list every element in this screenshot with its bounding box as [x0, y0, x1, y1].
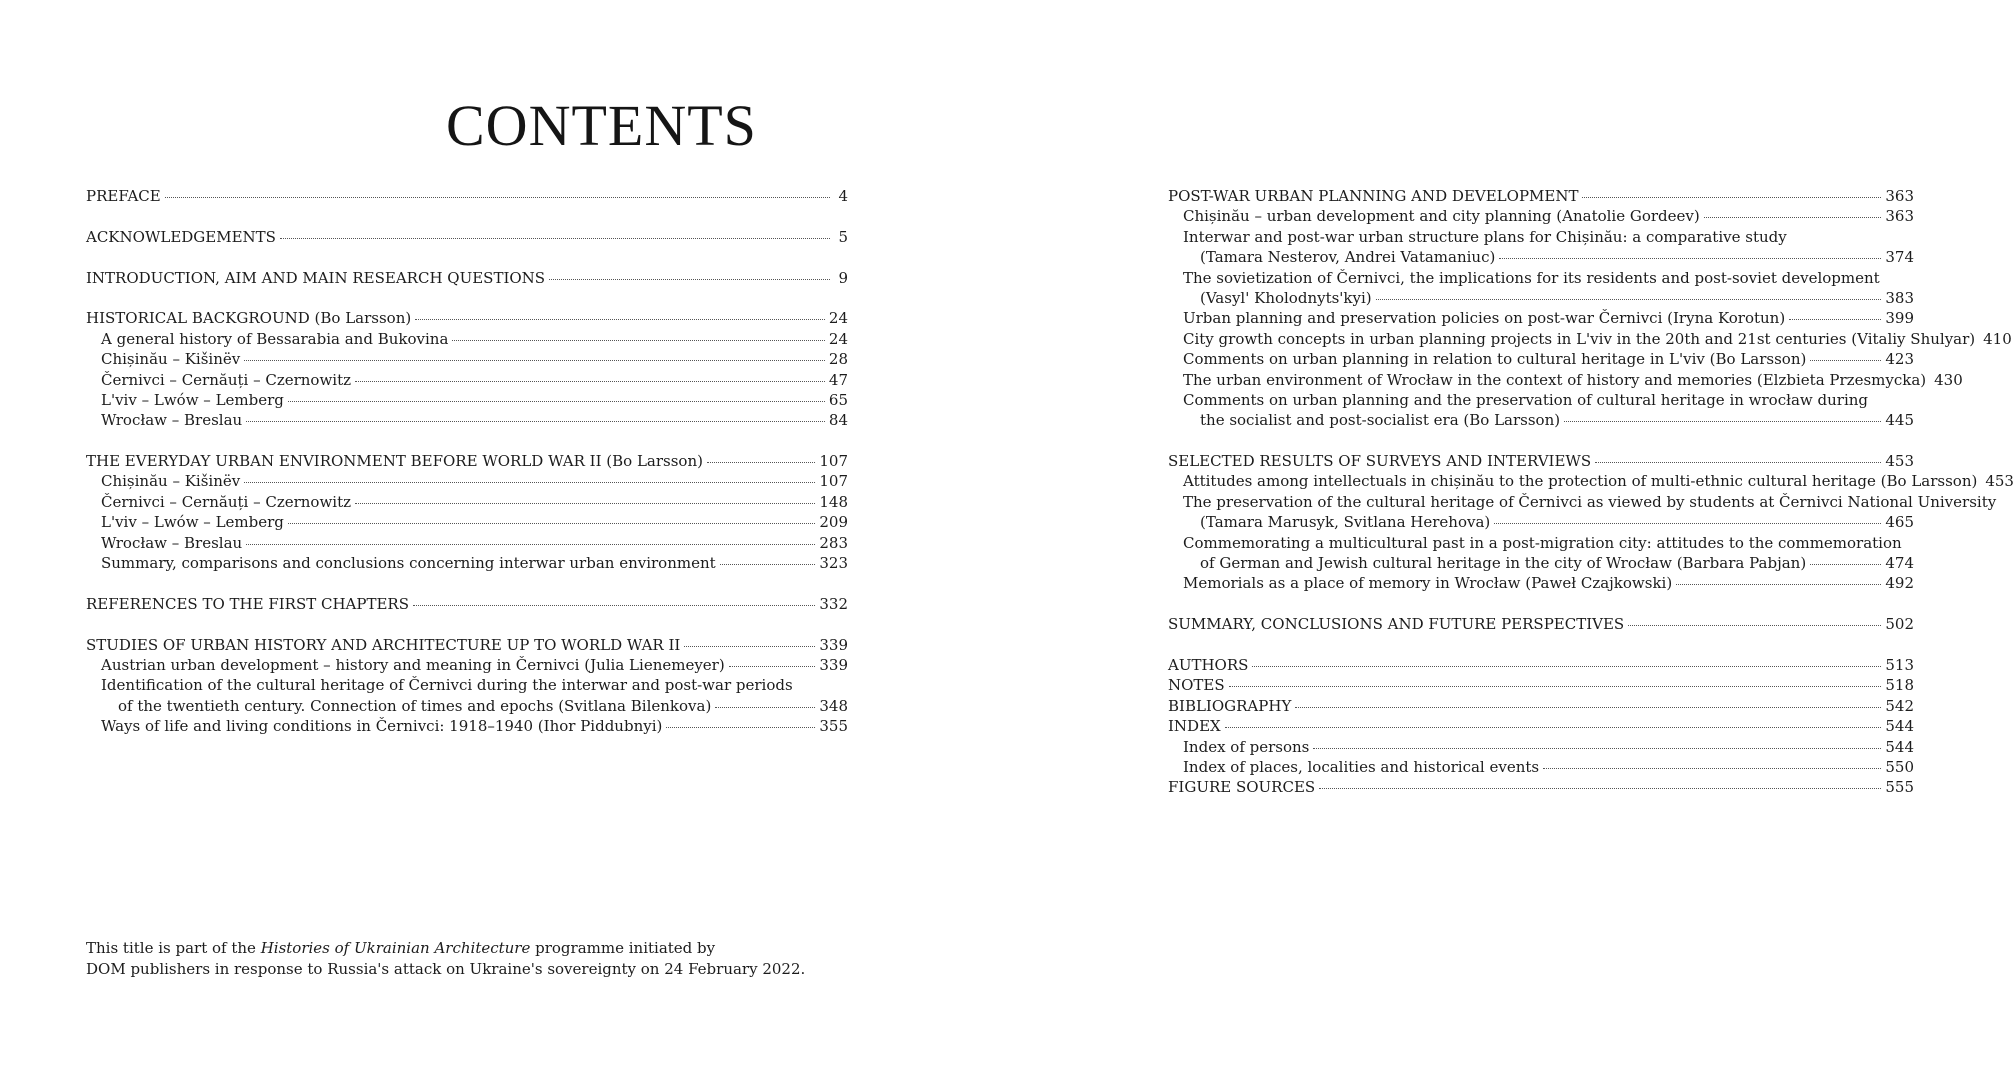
- toc-leader-dots: [549, 279, 830, 280]
- toc-page-number: 107: [819, 472, 848, 491]
- toc-page-number: 209: [819, 513, 848, 532]
- toc-subentry: [86, 533, 848, 553]
- toc-leader-dots: [244, 360, 825, 361]
- toc-page-number: 9: [838, 268, 848, 287]
- toc-subentry: [86, 675, 848, 695]
- toc-entry-title: Index of places, localities and historical events: [1183, 757, 1540, 776]
- toc-subentry: [1168, 349, 1914, 369]
- toc-leader-dots: [413, 605, 815, 606]
- toc-leader-dots: [246, 544, 815, 545]
- toc-leader-dots: [355, 503, 815, 504]
- toc-subentry: [1168, 533, 1914, 553]
- footer-line-2: DOM publishers in response to Russia's attack on Ukraine's sovereignty on 24 February 2022.: [86, 960, 806, 978]
- toc-leader-dots: [1494, 523, 1881, 524]
- toc-section-entry: [86, 594, 848, 614]
- toc-entry-title: of German and Jewish cultural heritage in the city of Wrocław (Barbara Pabjan): [1200, 554, 1807, 573]
- toc-leader-dots: [1499, 258, 1881, 259]
- toc-page-number: 348: [819, 696, 848, 715]
- toc-section-entry: [86, 308, 848, 328]
- toc-page-number: 355: [819, 717, 848, 736]
- toc-spacer: [86, 431, 848, 451]
- toc-section-entry: [1168, 716, 1914, 736]
- toc-entry-title: REFERENCES TO THE FIRST CHAPTERS: [86, 594, 409, 613]
- toc-entry-title: Urban planning and preservation policies on post-war Černivci (Iryna Korotun): [1183, 309, 1786, 328]
- toc-subentry: [86, 512, 848, 532]
- footer-line-1: [86, 938, 805, 959]
- toc-leader-dots: [1229, 686, 1882, 687]
- toc-entry-title: Chișinău – Kišinëv: [101, 350, 241, 369]
- toc-entry-title: the socialist and post-socialist era (Bo Larsson): [1200, 411, 1561, 430]
- toc-page-number: 363: [1885, 187, 1914, 205]
- toc-spacer: [86, 288, 848, 308]
- toc-subentry: [86, 553, 848, 573]
- toc-section-entry: [1168, 777, 1914, 797]
- toc-entry-title: Ways of life and living conditions in Černivci: 1918–1940 (Ihor Piddubnyi): [101, 717, 663, 736]
- toc-page-number: 374: [1885, 248, 1914, 267]
- toc-entry-title: The preservation of the cultural heritage of Černivci as viewed by students at Černivci National University: [1183, 492, 1997, 511]
- toc-entry-title: Wrocław – Breslau: [101, 533, 243, 552]
- toc-page-number: 383: [1885, 288, 1914, 307]
- toc-leader-dots: [1295, 707, 1881, 708]
- toc-page-number: 148: [819, 492, 848, 511]
- toc-page-number: 339: [819, 635, 848, 654]
- toc-entry-title: (Tamara Marusyk, Svitlana Herehova): [1200, 513, 1491, 532]
- toc-leader-dots: [288, 401, 825, 402]
- toc-leader-dots: [1225, 727, 1882, 728]
- toc-page-number: 65: [828, 390, 848, 409]
- toc-page-number: 107: [819, 452, 848, 471]
- toc-section-entry: [1168, 186, 1914, 206]
- toc-page-number: 502: [1885, 615, 1914, 634]
- toc-entry-title: Index of persons: [1183, 737, 1310, 756]
- toc-page-number: 28: [828, 350, 848, 369]
- toc-page-number: 544: [1885, 737, 1914, 756]
- toc-section-entry: [86, 227, 848, 247]
- toc-entry-title: INDEX: [1168, 717, 1221, 736]
- toc-leader-dots: [415, 319, 825, 320]
- toc-leader-dots: [1252, 666, 1881, 667]
- toc-subentry: [86, 716, 848, 736]
- toc-entry-title: L'viv – Lwów – Lemberg: [101, 390, 284, 409]
- toc-entry-title: Wrocław – Breslau: [101, 411, 243, 430]
- toc-leader-dots: [1789, 319, 1881, 320]
- toc-subentry: [1168, 410, 1914, 430]
- toc-leader-dots: [1564, 421, 1881, 422]
- toc-leader-dots: [1595, 462, 1881, 463]
- toc-subentry: [86, 492, 848, 512]
- toc-subentry: [1168, 492, 1997, 512]
- toc-page-number: 363: [1885, 207, 1914, 226]
- footer-note: [86, 938, 805, 980]
- toc-subentry: [1168, 329, 2012, 349]
- toc-entry-title: POST-WAR URBAN PLANNING AND DEVELOPMENT: [1168, 187, 1579, 205]
- toc-leader-dots: [1582, 197, 1881, 198]
- toc-spacer: [1168, 431, 1914, 451]
- toc-subentry: [86, 471, 848, 491]
- footer-line-1-prefix: This title is part of the: [86, 939, 261, 957]
- toc-page-number: 544: [1885, 717, 1914, 736]
- toc-leader-dots: [288, 523, 815, 524]
- toc-leader-dots: [666, 727, 815, 728]
- toc-subentry: [1168, 227, 1914, 247]
- toc-right: [1168, 186, 2014, 798]
- toc-entry-title: A general history of Bessarabia and Bukovina: [101, 329, 449, 348]
- toc-page-number: 410: [1983, 329, 2012, 348]
- toc-spacer: [1168, 594, 1914, 614]
- toc-section-entry: [1168, 675, 1914, 695]
- toc-entry-title: Černivci – Cernăuți – Czernowitz: [101, 492, 352, 511]
- toc-page-number: 24: [828, 329, 848, 348]
- toc-leader-dots: [1704, 217, 1882, 218]
- toc-entry-title: Memorials as a place of memory in Wrocław (Paweł Czajkowski): [1183, 574, 1673, 593]
- toc-subentry: [1168, 247, 1914, 267]
- toc-page-number: 430: [1934, 370, 1963, 389]
- toc-spacer: [1168, 635, 1914, 655]
- toc-leader-dots: [1628, 625, 1881, 626]
- toc-page-number: 84: [828, 411, 848, 430]
- toc-page-number: 550: [1885, 757, 1914, 776]
- toc-page-number: 453: [1885, 452, 1914, 471]
- toc-entry-title: SUMMARY, CONCLUSIONS AND FUTURE PERSPECTIVES: [1168, 615, 1625, 634]
- toc-subentry: [1168, 390, 1914, 410]
- toc-leader-dots: [1376, 299, 1882, 300]
- toc-spacer: [86, 206, 848, 226]
- toc-entry-title: Attitudes among intellectuals in chișinău to the protection of multi-ethnic cultural heritage (Bo Larsson): [1183, 472, 1978, 491]
- toc-entry-title: STUDIES OF URBAN HISTORY AND ARCHITECTURE UP TO WORLD WAR II: [86, 635, 681, 654]
- toc-subentry: [1168, 553, 1914, 573]
- footer-line-1-suffix: programme initiated by: [530, 939, 716, 957]
- toc-page-number: 542: [1885, 696, 1914, 715]
- toc-section-entry: [86, 186, 848, 206]
- toc-entry-title: BIBLIOGRAPHY: [1168, 696, 1292, 715]
- toc-entry-title: The urban environment of Wrocław in the context of history and memories (Elzbieta Przesmycka): [1183, 370, 1927, 389]
- toc-entry-title: (Vasyl' Kholodnyts'kyi): [1200, 288, 1372, 307]
- contents-title: CONTENTS: [446, 93, 757, 158]
- toc-entry-title: INTRODUCTION, AIM AND MAIN RESEARCH QUESTIONS: [86, 268, 546, 287]
- toc-page-number: 423: [1885, 350, 1914, 369]
- toc-entry-title: Austrian urban development – history and meaning in Černivci (Julia Lienemeyer): [101, 655, 725, 674]
- toc-left: [86, 186, 848, 737]
- toc-subentry: [1168, 757, 1914, 777]
- toc-leader-dots: [684, 646, 815, 647]
- toc-entry-title: of the twentieth century. Connection of times and epochs (Svitlana Bilenkova): [118, 696, 712, 715]
- toc-page-number: 492: [1885, 574, 1914, 593]
- toc-leader-dots: [715, 707, 815, 708]
- toc-entry-title: Černivci – Cernăuți – Czernowitz: [101, 370, 352, 389]
- toc-page-number: 513: [1885, 655, 1914, 674]
- toc-subentry: [86, 696, 848, 716]
- toc-subentry: [86, 370, 848, 390]
- toc-subentry: [1168, 206, 1914, 226]
- toc-entry-title: THE EVERYDAY URBAN ENVIRONMENT BEFORE WORLD WAR II (Bo Larsson): [86, 452, 703, 471]
- toc-leader-dots: [1810, 360, 1881, 361]
- toc-subentry: [1168, 471, 2014, 491]
- toc-entry-title: Interwar and post-war urban structure plans for Chișinău: a comparative study: [1183, 227, 1787, 246]
- toc-leader-dots: [1676, 584, 1881, 585]
- toc-section-entry: [1168, 655, 1914, 675]
- toc-entry-title: The sovietization of Černivci, the implications for its residents and post-soviet development: [1183, 268, 1880, 287]
- toc-spacer: [86, 247, 848, 267]
- toc-entry-title: AUTHORS: [1168, 655, 1249, 674]
- toc-entry-title: PREFACE: [86, 187, 161, 205]
- toc-entry-title: ACKNOWLEDGEMENTS: [86, 227, 276, 246]
- toc-subentry: [86, 655, 848, 675]
- toc-page-number: 555: [1885, 778, 1914, 797]
- toc-leader-dots: [707, 462, 815, 463]
- toc-page-number: 323: [819, 554, 848, 573]
- toc-entry-title: (Tamara Nesterov, Andrei Vatamaniuc): [1200, 248, 1496, 267]
- toc-subentry: [1168, 737, 1914, 757]
- toc-leader-dots: [244, 482, 815, 483]
- toc-section-entry: [86, 451, 848, 471]
- toc-entry-title: SELECTED RESULTS OF SURVEYS AND INTERVIEWS: [1168, 452, 1592, 471]
- toc-subentry: [86, 410, 848, 430]
- toc-page-number: 47: [828, 370, 848, 389]
- toc-subentry: [1168, 370, 1963, 390]
- toc-section-entry: [1168, 451, 1914, 471]
- toc-section-entry: [1168, 696, 1914, 716]
- toc-subentry: [86, 349, 848, 369]
- toc-entry-title: FIGURE SOURCES: [1168, 778, 1316, 797]
- toc-page-number: 24: [828, 309, 848, 328]
- toc-page-number: 283: [819, 533, 848, 552]
- toc-page-number: 399: [1885, 309, 1914, 328]
- toc-subentry: [1168, 288, 1914, 308]
- toc-page-number: 453: [1985, 472, 2014, 491]
- toc-entry-title: NOTES: [1168, 676, 1225, 695]
- toc-leader-dots: [452, 340, 825, 341]
- toc-subentry: [1168, 268, 1914, 288]
- toc-page-number: 518: [1885, 676, 1914, 695]
- toc-page-number: 445: [1885, 411, 1914, 430]
- toc-page-number: 332: [819, 594, 848, 613]
- toc-entry-title: HISTORICAL BACKGROUND (Bo Larsson): [86, 309, 412, 328]
- toc-section-entry: [86, 268, 848, 288]
- toc-spacer: [86, 573, 848, 593]
- toc-leader-dots: [355, 381, 825, 382]
- footer-series-title: Histories of Ukrainian Architecture: [260, 939, 531, 957]
- toc-section-entry: [1168, 614, 1914, 634]
- toc-subentry: [1168, 573, 1914, 593]
- toc-section-entry: [86, 635, 848, 655]
- toc-entry-title: Commemorating a multicultural past in a post-migration city: attitudes to the commemoration: [1183, 533, 1902, 552]
- toc-entry-title: Chișinău – Kišinëv: [101, 472, 241, 491]
- toc-leader-dots: [729, 666, 816, 667]
- toc-entry-title: Summary, comparisons and conclusions concerning interwar urban environment: [101, 554, 716, 573]
- toc-subentry: [1168, 308, 1914, 328]
- toc-leader-dots: [1543, 768, 1881, 769]
- toc-leader-dots: [1313, 748, 1881, 749]
- toc-leader-dots: [1319, 788, 1881, 789]
- toc-spacer: [86, 614, 848, 634]
- toc-leader-dots: [720, 564, 816, 565]
- toc-subentry: [86, 390, 848, 410]
- toc-leader-dots: [246, 421, 825, 422]
- toc-entry-title: L'viv – Lwów – Lemberg: [101, 513, 284, 532]
- toc-page-number: 465: [1885, 513, 1914, 532]
- toc-entry-title: Comments on urban planning in relation to cultural heritage in L'viv (Bo Larsson): [1183, 350, 1807, 369]
- toc-leader-dots: [280, 238, 830, 239]
- toc-page-number: 4: [838, 187, 848, 205]
- toc-subentry: [1168, 512, 1914, 532]
- toc-page-number: 5: [838, 227, 848, 246]
- toc-leader-dots: [1810, 564, 1881, 565]
- toc-subentry: [86, 329, 848, 349]
- toc-page-number: 339: [819, 655, 848, 674]
- toc-entry-title: Identification of the cultural heritage of Černivci during the interwar and post-war periods: [101, 676, 793, 695]
- toc-entry-title: Chișinău – urban development and city planning (Anatolie Gordeev): [1183, 207, 1700, 226]
- toc-entry-title: Comments on urban planning and the preservation of cultural heritage in wrocław during: [1183, 390, 1869, 409]
- toc-page-number: 474: [1885, 554, 1914, 573]
- toc-entry-title: City growth concepts in urban planning projects in L'viv in the 20th and 21st centuries (Vitaliy Shulyar): [1183, 329, 1976, 348]
- toc-leader-dots: [165, 197, 830, 198]
